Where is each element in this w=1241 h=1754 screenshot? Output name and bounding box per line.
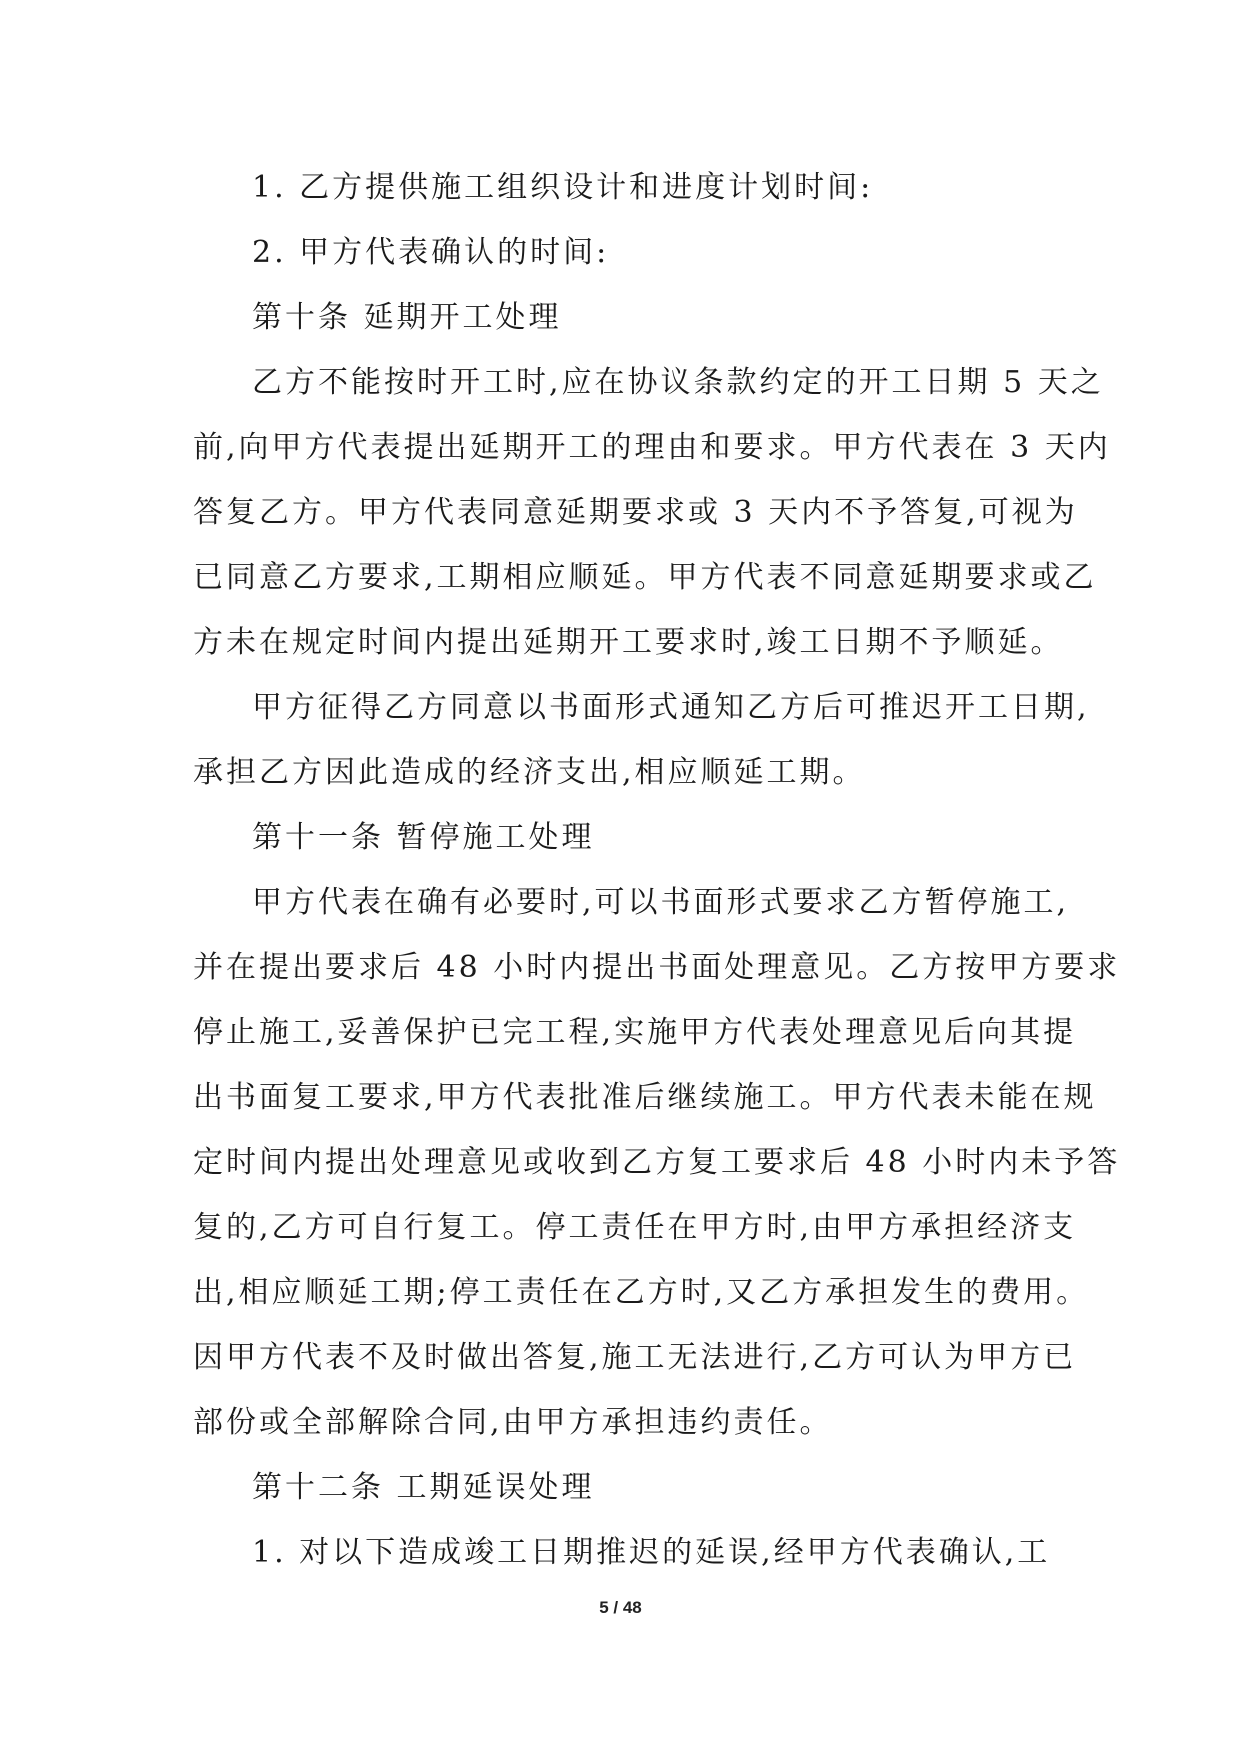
page-number: 5 / 48 — [599, 1598, 642, 1617]
text-line: 出书面复工要求,甲方代表批准后继续施工。甲方代表未能在规 — [193, 1080, 1097, 1115]
text-line: 因甲方代表不及时做出答复,施工无法进行,乙方可认为甲方已 — [193, 1340, 1077, 1375]
text-line: 定时间内提出处理意见或收到乙方复工要求后 48 小时内未予答 — [193, 1145, 1121, 1180]
section-heading: 第十一条 暂停施工处理 — [252, 820, 595, 855]
text-line: 方未在规定时间内提出延期开工要求时,竣工日期不予顺延。 — [193, 625, 1064, 660]
text-line: 乙方不能按时开工时,应在协议条款约定的开工日期 5 天之 — [252, 365, 1104, 400]
document-body — [193, 155, 1121, 1585]
text-line: 承担乙方因此造成的经济支出,相应顺延工期。 — [193, 755, 866, 790]
text-line: 已同意乙方要求,工期相应顺延。甲方代表不同意延期要求或乙 — [193, 560, 1097, 595]
text-line: 出,相应顺延工期;停工责任在乙方时,又乙方承担发生的费用。 — [193, 1275, 1090, 1310]
text-line: 停止施工,妥善保护已完工程,实施甲方代表处理意见后向其提 — [193, 1015, 1077, 1050]
text-line: 并在提出要求后 48 小时内提出书面处理意见。乙方按甲方要求 — [193, 950, 1121, 985]
text-line: 答复乙方。甲方代表同意延期要求或 3 天内不予答复,可视为 — [193, 495, 1078, 530]
text-line: 部份或全部解除合同,由甲方承担违约责任。 — [193, 1405, 833, 1440]
text-line: 1. 乙方提供施工组织设计和进度计划时间: — [252, 170, 874, 205]
text-line: 甲方征得乙方同意以书面形式通知乙方后可推迟开工日期, — [252, 690, 1090, 725]
text-line: 前,向甲方代表提出延期开工的理由和要求。甲方代表在 3 天内 — [193, 430, 1111, 465]
text-line: 甲方代表在确有必要时,可以书面形式要求乙方暂停施工, — [252, 885, 1070, 920]
section-heading: 第十二条 工期延误处理 — [252, 1470, 595, 1505]
section-heading: 第十条 延期开工处理 — [252, 300, 562, 335]
text-line: 1. 对以下造成竣工日期推迟的延误,经甲方代表确认,工 — [252, 1535, 1051, 1570]
text-line: 2. 甲方代表确认的时间: — [252, 235, 610, 270]
text-line: 复的,乙方可自行复工。停工责任在甲方时,由甲方承担经济支 — [193, 1210, 1077, 1245]
